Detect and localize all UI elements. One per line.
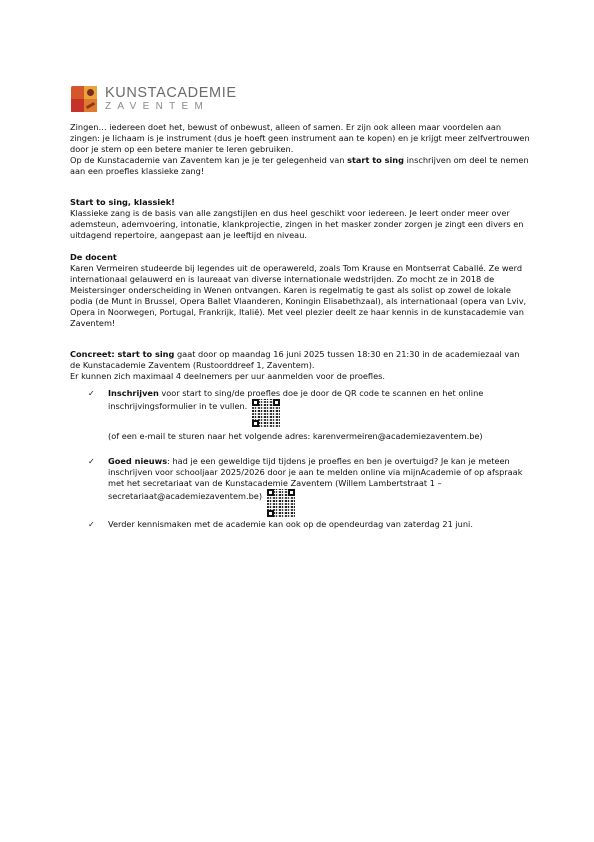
logo-line2: ZAVENTEM bbox=[105, 101, 210, 113]
qr-code-icon[interactable] bbox=[267, 489, 295, 517]
concreet-capacity: Er kunnen zich maximaal 4 deelnemers per uur aanmelden voor de proefles. bbox=[70, 371, 385, 381]
section-heading-start-to-sing: Start to sing, klassiek! bbox=[70, 197, 175, 207]
list-item-title: Goed nieuws bbox=[108, 456, 168, 466]
concreet-text: gaat door op maandag 16 juni 2025 tussen 18:30 en 21:30 in de academiezaal van de Kunstacademie Zaventem (Rustoorddreef 1, Zaventem). bbox=[70, 349, 520, 370]
document-body bbox=[70, 122, 530, 530]
section-heading-docent: De docent bbox=[70, 252, 117, 262]
intro-text-end: inschrijven om deel te nemen aan een proefles klassieke zang! bbox=[70, 155, 529, 176]
checkmark-icon: ✓ bbox=[88, 457, 95, 466]
section-text-start-to-sing: Klassieke zang is de basis van alle zangstijlen en dus heel geschikt voor iedereen. Je leert onder meer over ademsteun, ademvoering, intonatie, klankprojectie, zingen in het masker zonder zorgen je zingt een divers en uitdagend repertoire, aangepast aan je leeftijd en niveau. bbox=[70, 208, 524, 240]
concreet-heading: Concreet: start to sing bbox=[70, 349, 175, 359]
qr-code-icon[interactable] bbox=[252, 399, 280, 427]
list-item-goed-nieuws bbox=[70, 456, 530, 517]
info-list bbox=[70, 388, 530, 530]
concreet-paragraph bbox=[70, 349, 530, 371]
section-text-docent: Karen Vermeiren studeerde bij legendes uit de operawereld, zoals Tom Krause en Montserrat Caballé. Ze werd internationaal gelauwerd en is laureaat van diverse internationale wedstrijden. Zo mocht ze in 2018 de Meistersinger onderscheiding in Wenen ontvangen. Karen is regelmatig te gast als solist op zowel de lokale podia (de Munt in Brussel, Opera Ballet Vlaanderen, Koningin Elisabethzaal), als internationaal (opera van Lviv, Opera in Noorwegen, Portugal, Frankrijk, Italië). Met veel plezier deelt ze haar kennis in de kunstacademie van Zaventem! bbox=[70, 263, 527, 328]
intro-paragraph: Zingen… iedereen doet het, bewust of onbewust, alleen of samen. Er zijn ook alleen maar voordelen aan zingen: je lichaam is je instrument (dus je hoeft geen instrument aan te kopen) en je krijgt meer zelfvertrouwen door je stem op een betere manier te leren gebruiken. bbox=[70, 122, 530, 154]
checkmark-icon: ✓ bbox=[88, 389, 95, 398]
list-item-inschrijven bbox=[70, 388, 530, 442]
list-item-note: (of een e-mail te sturen naar het volgende adres: karenvermeiren@academiezaventem.be) bbox=[108, 431, 483, 441]
logo-line1: KUNSTACADEMIE bbox=[105, 84, 237, 101]
list-item-opendeurdag bbox=[70, 519, 530, 530]
kunstacademie-logo bbox=[71, 84, 237, 114]
list-item-text: voor start to sing/de proefles doe je door de QR code te scannen en het online inschrijvingsformulier in te vullen. bbox=[108, 388, 484, 411]
list-item-title: Inschrijven bbox=[108, 388, 159, 398]
intro-text: Op de Kunstacademie van Zaventem kan je je ter gelegenheid van bbox=[70, 155, 348, 165]
logo-text bbox=[105, 86, 237, 113]
list-item-text: : had je een geweldige tijd tijdens je proefles en ben je overtuigd? Je kan je meteen inschrijven voor schooljaar 2025/2026 door je aan te melden online via mijnAcademie of op afspraak met het secretariaat van de Kunstacademie Zaventem (Willem Lambertstraat 1 – secretariaat@academiezaventem.be) bbox=[108, 456, 523, 501]
checkmark-icon: ✓ bbox=[88, 520, 95, 529]
intro-paragraph-2 bbox=[70, 155, 530, 177]
intro-highlight: start to sing bbox=[347, 155, 404, 165]
logo-mark-icon bbox=[71, 86, 97, 112]
list-item-text: Verder kennismaken met de academie kan ook op de opendeurdag van zaterdag 21 juni. bbox=[108, 519, 473, 529]
